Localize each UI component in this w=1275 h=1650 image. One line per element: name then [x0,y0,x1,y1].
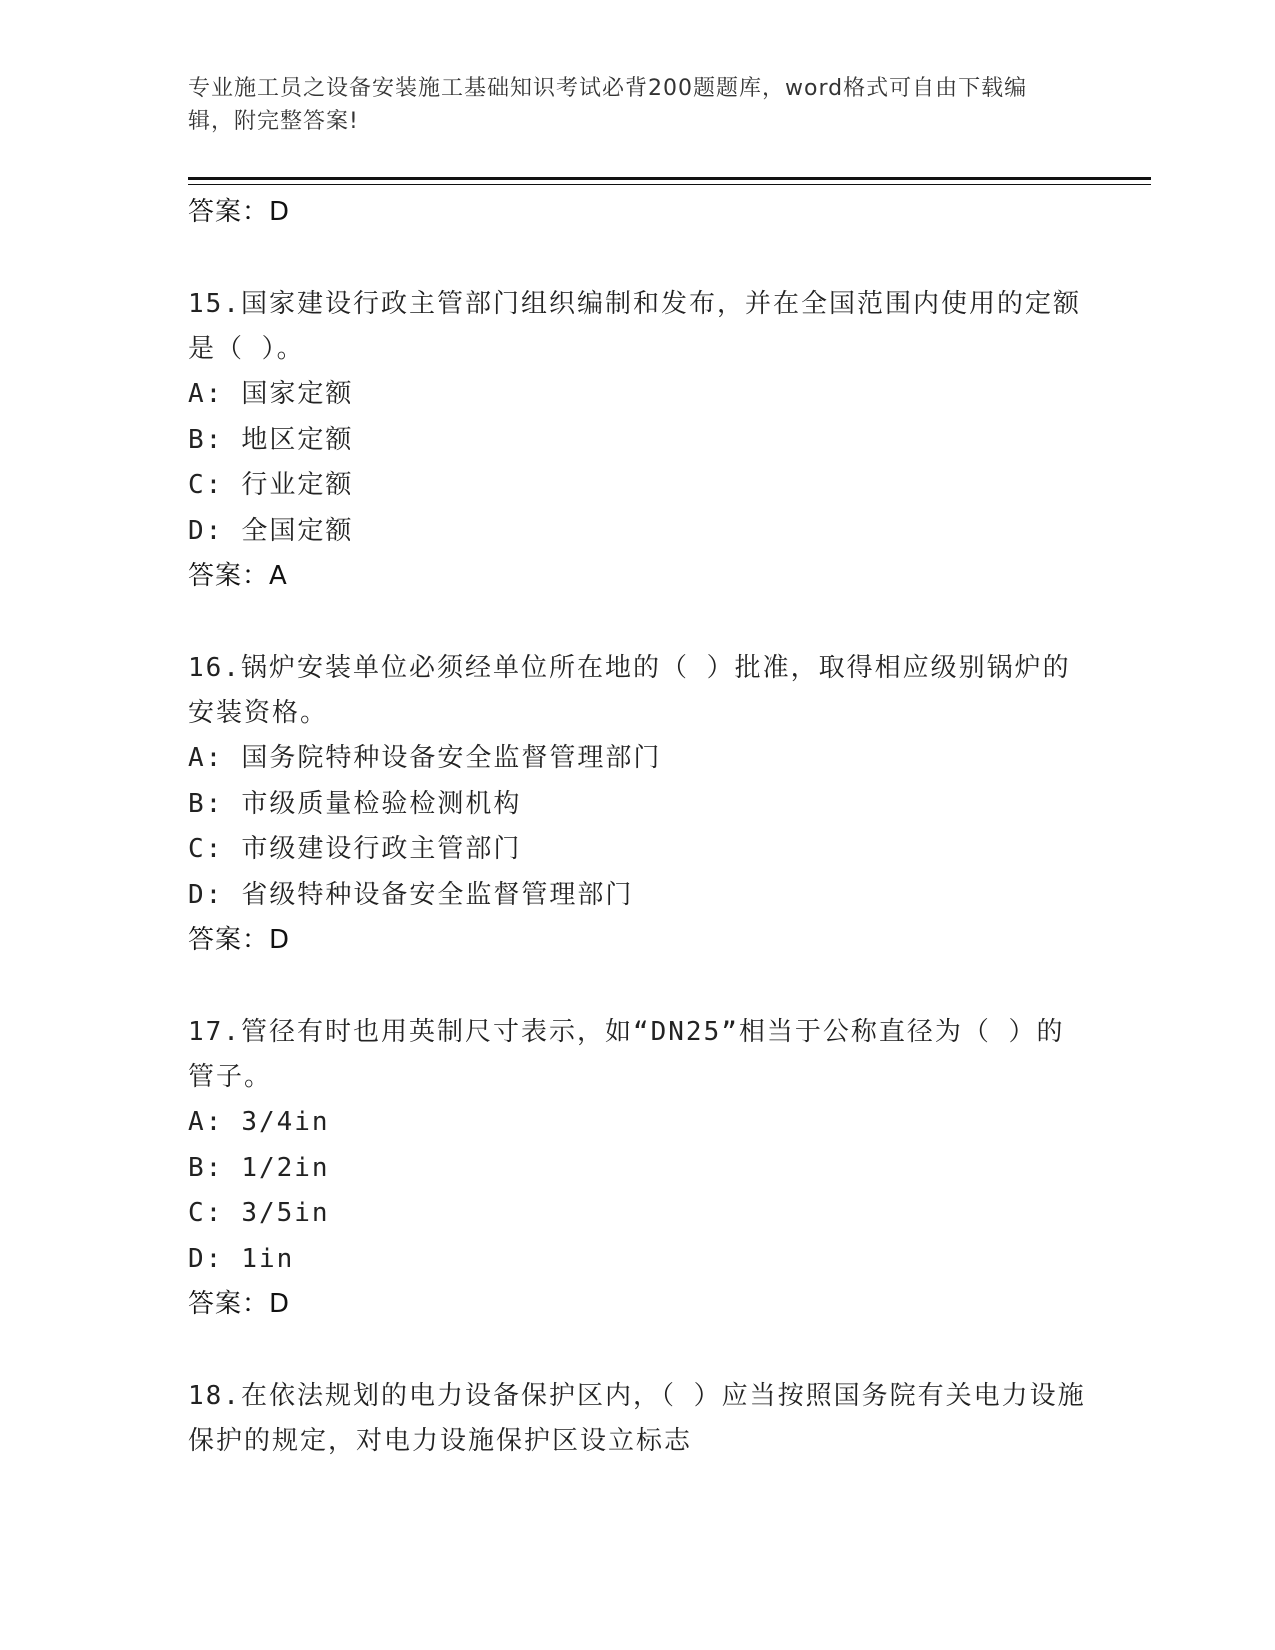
question-text: 15.国家建设行政主管部门组织编制和发布，并在全国范围内使用的定额是（ ）。 [188,289,1081,364]
option-item [188,1100,1088,1146]
option-item [188,418,1088,464]
option-text: 3/4in [241,1107,330,1137]
header-rule-thick [188,177,1151,180]
option-letter: A: [188,379,224,409]
option-letter: C: [188,470,224,500]
answer-line: 答案：D [188,197,291,227]
option-item [188,873,1088,919]
question-block [188,646,1088,962]
question-block [188,1374,1088,1464]
option-letter: B: [188,788,224,819]
option-item [188,736,1088,782]
option-text: 省级特种设备安全监督管理部门 [241,879,634,910]
document-body [188,190,1088,1464]
option-item [188,1191,1088,1237]
option-item [188,1146,1088,1192]
header-rule-thin [188,184,1151,185]
option-text: 3/5in [241,1198,330,1228]
question-block [188,282,1088,598]
answer-line: 答案：D [188,925,291,955]
question-text: 18.在依法规划的电力设备保护区内，（ ）应当按照国务院有关电力设施保护的规定，对电力设施保护区设立标志 [188,1381,1086,1456]
option-letter: D: [188,515,224,546]
option-text: 1in [241,1243,295,1274]
option-letter: C: [188,1198,224,1228]
option-text: 市级建设行政主管部门 [241,834,522,864]
option-text: 行业定额 [241,470,354,500]
option-item [188,372,1088,418]
question-text: 16.锅炉安装单位必须经单位所在地的（ ）批准，取得相应级别锅炉的安装资格。 [188,653,1071,728]
answer-line: 答案：A [188,561,288,591]
option-text: 1/2in [241,1152,330,1183]
option-item [188,509,1088,555]
answer-line: 答案：D [188,1289,291,1319]
question-text: 17.管径有时也用英制尺寸表示，如“DN25”相当于公称直径为（ ）的管子。 [188,1017,1065,1092]
option-letter: A: [188,1107,224,1137]
option-item [188,1237,1088,1283]
option-item [188,827,1088,873]
option-letter: B: [188,424,224,455]
page-header: 专业施工员之设备安装施工基础知识考试必背200题题库，word格式可自由下载编辑，附完整答案! [188,76,1028,134]
option-text: 全国定额 [241,515,354,546]
question-list [188,282,1088,1464]
option-item [188,463,1088,509]
option-letter: B: [188,1152,224,1183]
option-letter: D: [188,879,224,910]
option-letter: C: [188,834,224,864]
option-item [188,782,1088,828]
option-letter: D: [188,1243,224,1274]
question-block [188,1010,1088,1326]
option-text: 市级质量检验检测机构 [241,788,522,819]
option-letter: A: [188,743,224,773]
option-text: 国务院特种设备安全监督管理部门 [241,743,662,773]
option-text: 国家定额 [241,379,354,409]
option-text: 地区定额 [241,424,354,455]
